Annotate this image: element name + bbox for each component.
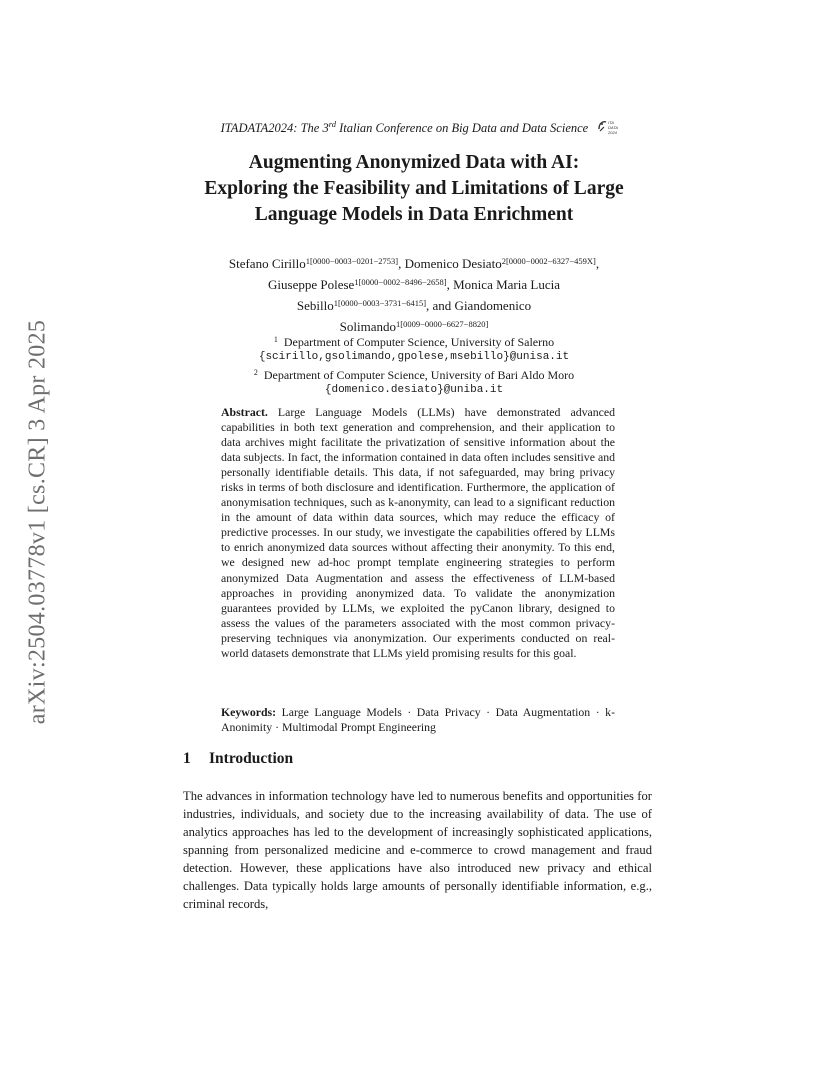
- author-name: Sebillo: [296, 298, 334, 313]
- title-line-1: Augmenting Anonymized Data with AI:: [248, 152, 580, 173]
- keywords-text: Large Language Models · Data Privacy · Data Augmentation · k-Anonimity · Multimodal Prompt Engineering: [221, 705, 615, 735]
- author-name: Stefano Cirillo: [228, 256, 306, 271]
- author-name: , and Giandomenico: [426, 298, 532, 313]
- logo-text-1: ITA: [608, 120, 615, 126]
- logo-text-3: 2024: [608, 130, 618, 136]
- abstract-label: Abstract.: [221, 405, 268, 419]
- author-orcid: 1[0000−0003−3731−6415]: [333, 298, 427, 308]
- affiliation-number: 1: [273, 335, 278, 344]
- itadata-logo-icon: [597, 119, 619, 135]
- affiliation-number: 2: [253, 368, 258, 377]
- author-list: [160, 252, 668, 336]
- affiliation-2: [150, 365, 678, 383]
- keywords: [221, 705, 615, 735]
- affiliation-2-email: {domenico.desiato}@uniba.it: [324, 384, 504, 396]
- author-orcid: 1[0000−0003−0201−2753]: [305, 256, 399, 266]
- author-name: , Domenico Desiato: [398, 256, 502, 271]
- arxiv-identifier: arXiv:2504.03778v1 [cs.CR] 3 Apr 2025: [24, 319, 51, 725]
- affiliations: [150, 332, 678, 398]
- logo-text-2: DATA: [608, 125, 619, 131]
- section-heading-introduction: [183, 750, 653, 768]
- arxiv-sidebar: [26, 292, 50, 752]
- author-separator: ,: [595, 256, 600, 271]
- conference-name-prefix: ITADATA2024: The 3: [220, 121, 329, 136]
- author-orcid: 1[0009−0000−6627−8820]: [396, 319, 489, 329]
- section-title: Introduction: [209, 750, 294, 767]
- title-line-3: Language Models in Data Enrichment: [254, 204, 574, 225]
- authors-line-3: [160, 294, 668, 315]
- title-line-2: Exploring the Feasibility and Limitations of Large: [204, 178, 624, 199]
- section-number: 1: [183, 750, 191, 767]
- affiliation-1-email: {scirillo,gsolimando,gpolese,msebillo}@unisa.it: [258, 351, 570, 363]
- affiliation-1: [150, 332, 678, 350]
- abstract: [221, 405, 615, 661]
- author-name: Solimando: [339, 319, 397, 334]
- introduction-paragraph: The advances in information technology have led to numerous benefits and opportunities for industries, individuals, and society due to the increasing availability of data. The use of analytics approaches has led to the development of increasingly sophisticated applications, spanning from personalized medicine and e-commerce to crowd management and fraud detection. However, these applications have also introduced new privacy and ethical challenges. Data typically holds large amounts of personally identifiable information, e.g., criminal records,: [183, 789, 652, 911]
- author-orcid: 1[0000−0002−8496−2658]: [354, 277, 447, 287]
- author-orcid: 2[0000−0002−6327−459X]: [501, 256, 596, 266]
- authors-line-2: [160, 273, 668, 294]
- authors-line-1: [160, 252, 668, 273]
- running-header: [0, 119, 828, 137]
- keywords-label: Keywords:: [221, 705, 277, 719]
- abstract-text: Large Language Models (LLMs) have demonstrated advanced capabilities in both text generation and comprehension, and their application to data archives might facilitate the privatization of sensitive information about the data subjects. In fact, the information contained in data often includes sensitive and personally identifiable details. This data, if not safeguarded, may bring privacy risks in terms of both disclosure and identification. Furthermore, the application of anonymisation techniques, such as k-anonymity, can lead to a significant reduction in the amount of data within data sources, which may reduce the efficacy of predictive processes. In our study, we investigate the capabilities offered by LLMs to enrich anonymized data sources without affecting their anonymity. To this end, we designed new ad-hoc prompt template engineering strategies to perform anonymized Data Augmentation and assess the effectiveness of LLM-based approaches in providing anonymized data. To validate the anonymization guarantees provided by LLMs, we exploited the pyCanon library, designed to assess the values of the parameters associated with the most common privacy-preserving techniques via anonymization. Our experiments conducted on real-world datasets demonstrate that LLMs yield promising results for this goal.: [221, 405, 616, 660]
- affiliation-name: Department of Computer Science, University of Salerno: [283, 335, 555, 349]
- affiliation-name: Department of Computer Science, University of Bari Aldo Moro: [263, 368, 575, 382]
- author-name: Giuseppe Polese: [268, 277, 355, 292]
- paper-title: [150, 150, 678, 228]
- conference-name-suffix: Italian Conference on Big Data and Data Science: [335, 121, 589, 136]
- author-name: , Monica Maria Lucia: [446, 277, 560, 292]
- conference-ordinal: rd: [328, 119, 336, 129]
